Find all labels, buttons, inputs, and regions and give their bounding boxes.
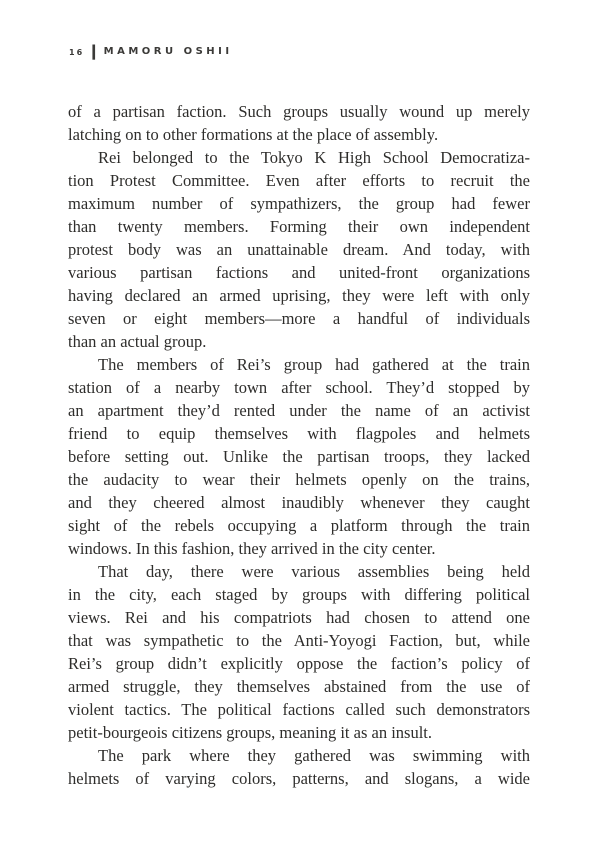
text-line: of a partisan faction. Such groups usually wound up merely bbox=[68, 102, 530, 121]
text-line: in the city, each staged by groups with differing political bbox=[68, 585, 530, 604]
paragraph bbox=[68, 146, 530, 353]
text-line: helmets of varying colors, patterns, and slogans, a wide bbox=[68, 769, 530, 788]
text-line: that was sympathetic to the Anti-Yoyogi Faction, but, while bbox=[68, 631, 530, 650]
text-line: Rei’s group didn’t explicitly oppose the faction’s policy of bbox=[68, 654, 530, 673]
text-line: tion Protest Committee. Even after efforts to recruit the bbox=[68, 171, 530, 190]
page-text bbox=[68, 100, 530, 790]
text-line: maximum number of sympathizers, the group had fewer bbox=[68, 194, 530, 213]
text-line: an apartment they’d rented under the name of an activist bbox=[68, 401, 530, 420]
text-line: having declared an armed uprising, they were left with only bbox=[68, 286, 530, 305]
text-line: Rei belonged to the Tokyo K High School Democratiza- bbox=[98, 148, 530, 167]
paragraph bbox=[68, 560, 530, 744]
paragraph bbox=[68, 100, 530, 146]
text-line: various partisan factions and united-front organizations bbox=[68, 263, 530, 282]
text-line: protest body was an unattainable dream. And today, with bbox=[68, 240, 530, 259]
header-divider-bar: | bbox=[89, 42, 99, 60]
text-line: armed struggle, they themselves abstained from the use of bbox=[68, 677, 530, 696]
text-line: That day, there were various assemblies being held bbox=[98, 562, 530, 581]
text-line: petit-bourgeois citizens groups, meaning it as an insult. bbox=[68, 723, 433, 742]
text-line: and they cheered almost inaudibly whenever they caught bbox=[68, 493, 530, 512]
text-line: seven or eight members—more a handful of individuals bbox=[68, 309, 530, 328]
text-line: The park where they gathered was swimming with bbox=[98, 746, 530, 765]
paragraph bbox=[68, 353, 530, 560]
text-line: the audacity to wear their helmets openly on the trains, bbox=[68, 470, 530, 489]
running-header bbox=[69, 44, 233, 59]
page-number: 16 bbox=[69, 48, 85, 57]
text-line: windows. In this fashion, they arrived in the city center. bbox=[68, 539, 436, 558]
text-line: friend to equip themselves with flagpoles and helmets bbox=[68, 424, 530, 443]
text-line: sight of the rebels occupying a platform through the train bbox=[68, 516, 530, 535]
text-line: latching on to other formations at the place of assembly. bbox=[68, 125, 439, 144]
text-line: station of a nearby town after school. They’d stopped by bbox=[68, 378, 530, 397]
text-line: before setting out. Unlike the partisan troops, they lacked bbox=[68, 447, 530, 466]
text-line: views. Rei and his compatriots had chosen to attend one bbox=[68, 608, 530, 627]
text-line: than twenty members. Forming their own independent bbox=[68, 217, 530, 236]
text-line: The members of Rei’s group had gathered at the train bbox=[98, 355, 530, 374]
paragraph bbox=[68, 744, 530, 790]
text-line: than an actual group. bbox=[68, 332, 207, 351]
header-author-name: MAMORU OSHII bbox=[103, 46, 233, 57]
text-line: violent tactics. The political factions called such demonstrators bbox=[68, 700, 530, 719]
